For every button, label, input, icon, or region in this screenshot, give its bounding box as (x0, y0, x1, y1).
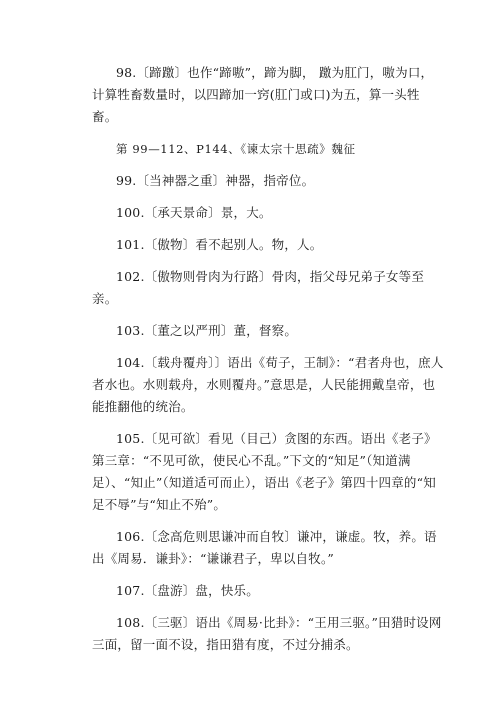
annotation-105: 105.〔见可欲〕看见（目己）贪图的东西。语出《老子》第三章：“不见可欲，使民心不乱。”下文的“知足”（知道满足）、“知止”（知道适可而止），语出《老子》第四十四章的“知足不辱”与“知止不殆”。 (92, 431, 437, 512)
document-body (92, 62, 444, 666)
annotation-108: 108.〔三驱〕语出《周易·比卦》：“王用三驱。”田猎时设网三面，留一面不设，指田猎有度，不过分捕杀。 (92, 615, 442, 652)
annotation-104: 104.〔载舟覆舟〕〕语出《荀子，王制》：“君者舟也，庶人者水也。水则载舟，水则覆舟。”意思是，人民能拥戴皇帝，也能推翻他的统治。 (92, 355, 444, 414)
annotation-107: 107.〔盘游〕盘，快乐。 (116, 583, 259, 598)
annotation-103: 103.〔董之以严刑〕董，督察。 (116, 323, 298, 338)
annotation-98: 98.〔蹄躈〕也作“蹄嗷”，蹄为脚， 躈为肛门，嗷为口，计算牲畜数量时，以四蹄加一窍(肛门或口)为五，算一头牲畜。 (92, 65, 434, 124)
annotation-99: 99.〔当神器之重〕神器，指帝位。 (116, 173, 315, 188)
annotation-100: 100.〔承天景命〕景，大。 (116, 205, 272, 220)
annotation-101: 101.〔傲物〕看不起别人。物，人。 (116, 237, 323, 252)
annotation-106: 106.〔念高危则思谦冲而自牧〕谦冲，谦虚。牧，养。语出《周易．谦卦》：“谦谦君子，卑以自牧。” (92, 529, 437, 566)
annotation-102: 102.〔傲物则骨肉为行路〕骨肉，指父母兄弟子女等至亲。 (92, 269, 425, 306)
section-heading: 第 99—112、P144、《谏太宗十思疏》魏征 (116, 142, 356, 156)
